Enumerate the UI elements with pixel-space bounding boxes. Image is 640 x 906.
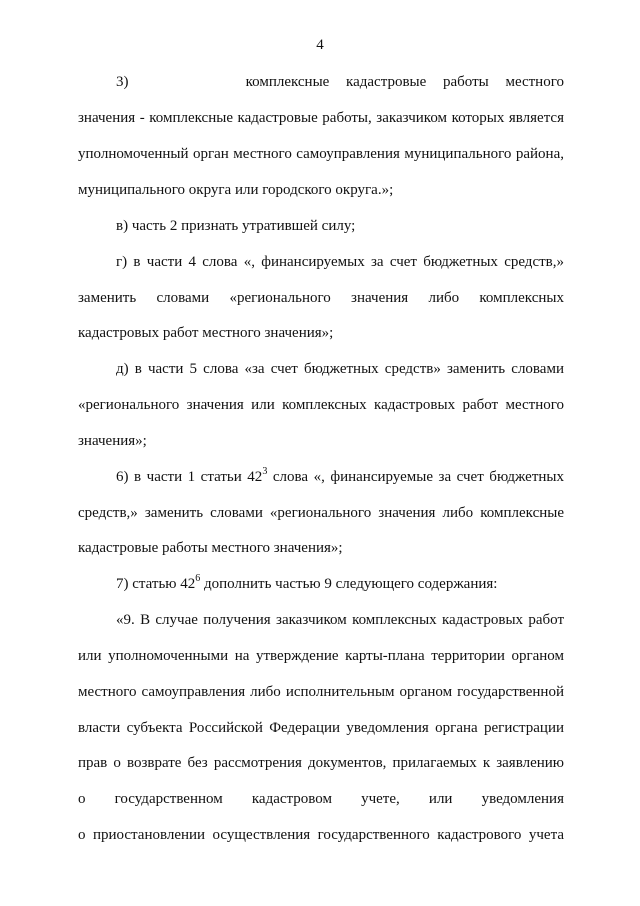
text-line: или уполномоченными на утверждение карты-плана территории органом xyxy=(78,648,564,664)
text-line: 3) комплексные кадастровые работы местного xyxy=(116,74,564,90)
text-line: о государственном кадастровом учете, или уведомления xyxy=(78,791,564,807)
superscript: 3 xyxy=(262,466,268,477)
text-line: средств,» заменить словами «регионального значения либо комплексные xyxy=(78,505,564,521)
text-line: «регионального значения или комплексных кадастровых работ местного xyxy=(78,397,564,413)
text-fragment: дополнить частью 9 следующего содержания: xyxy=(200,576,498,592)
text-fragment: 6) в части 1 статьи 42 xyxy=(116,469,263,485)
text-fragment: 7) статью 42 xyxy=(116,576,196,592)
text-line: значения»; xyxy=(78,433,147,449)
superscript: 6 xyxy=(195,573,201,584)
text-line: значения - комплексные кадастровые работы, заказчиком которых является xyxy=(78,110,564,126)
text-fragment: слова «, финансируемые за счет бюджетных xyxy=(267,469,565,485)
text-line: заменить словами «регионального значения либо комплексных xyxy=(78,290,564,306)
text-line: д) в части 5 слова «за счет бюджетных средств» заменить словами xyxy=(116,361,564,377)
text-line: муниципального округа или городского округа.»; xyxy=(78,182,394,198)
text-line: власти субъекта Российской Федерации уведомления органа регистрации xyxy=(78,720,564,736)
text-line: о приостановлении осуществления государственного кадастрового учета xyxy=(78,827,564,843)
text-line: кадастровых работ местного значения»; xyxy=(78,325,334,341)
text-line xyxy=(78,573,564,595)
text-line: кадастровые работы местного значения»; xyxy=(78,540,343,556)
text-line: г) в части 4 слова «, финансируемых за счет бюджетных средств,» xyxy=(116,254,564,270)
text-line: уполномоченный орган местного самоуправления муниципального района, xyxy=(78,146,564,162)
text-line: прав о возврате без рассмотрения документов, прилагаемых к заявлению xyxy=(78,755,564,771)
text-line: местного самоуправления либо исполнительным органом государственной xyxy=(78,684,564,700)
text-line xyxy=(78,466,564,488)
text-line: в) часть 2 признать утратившей силу; xyxy=(116,218,356,234)
text-line: «9. В случае получения заказчиком комплексных кадастровых работ xyxy=(116,612,564,628)
page-number: 4 xyxy=(316,37,324,53)
